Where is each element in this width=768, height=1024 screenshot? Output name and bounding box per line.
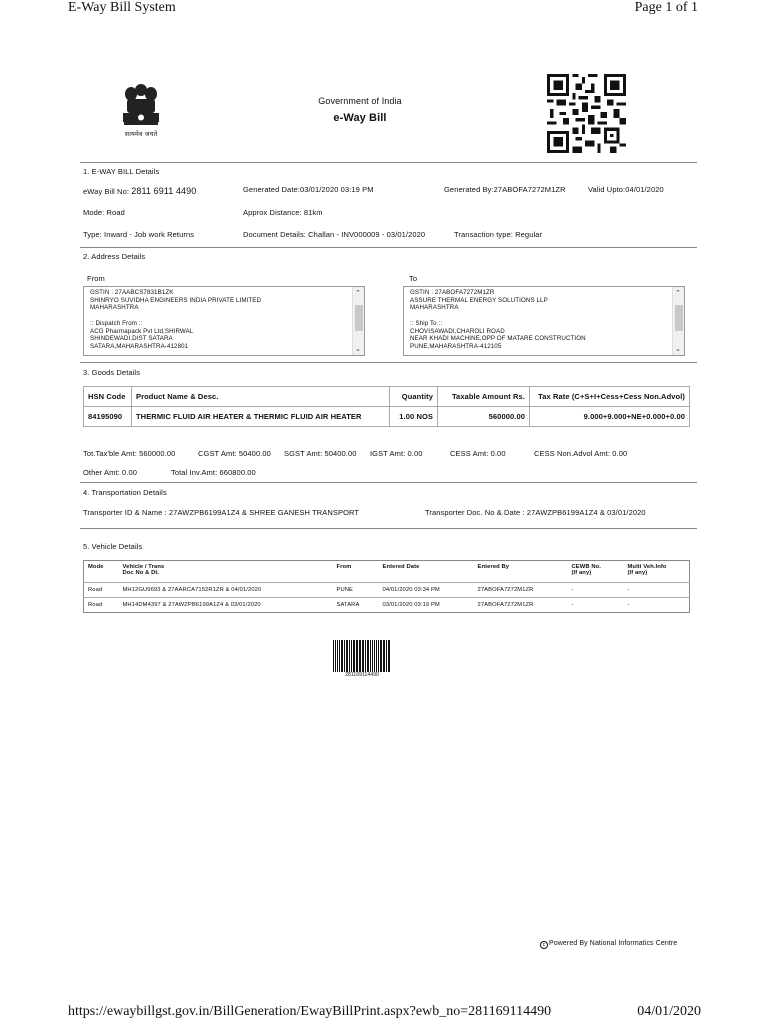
address-line: ACG Pharmapack Pvt Ltd,SHIRWAL bbox=[90, 327, 194, 335]
address-line: SATARA,MAHARASHTRA-412801 bbox=[90, 342, 189, 350]
barcode-bar bbox=[388, 640, 390, 672]
barcode-bar bbox=[370, 640, 371, 672]
barcode-bar bbox=[383, 640, 385, 672]
divider bbox=[80, 162, 697, 163]
emblem-caption: सत्यमेव जयते bbox=[124, 130, 158, 138]
generated-date: Generated Date:03/01/2020 03:19 PM bbox=[243, 185, 374, 194]
print-page-number: Page 1 of 1 bbox=[634, 0, 698, 15]
address-line: PUNE,MAHARASHTRA-412105 bbox=[410, 342, 502, 350]
eway-bill-number bbox=[83, 186, 196, 196]
address-line: GSTIN : 27AABCS7831B1ZK bbox=[90, 289, 174, 296]
scroll-down-icon[interactable]: ⌄ bbox=[355, 346, 361, 353]
sgst-amount: SGST Amt: 50400.00 bbox=[284, 449, 357, 458]
government-label: Government of India bbox=[318, 96, 402, 106]
print-footer bbox=[0, 1004, 768, 1024]
transaction-type: Transaction type: Regular bbox=[454, 230, 543, 239]
col-mode: Mode bbox=[84, 561, 119, 583]
barcode-bar bbox=[337, 640, 338, 672]
total-taxable-amount: Tot.Tax'ble Amt: 560000.00 bbox=[83, 449, 176, 458]
barcode-bar bbox=[380, 640, 382, 672]
barcode-bar bbox=[339, 640, 340, 672]
from-address-box[interactable] bbox=[83, 286, 365, 356]
table-row bbox=[84, 598, 690, 613]
vehicle-entered-by: 27ABOFA7272M1ZR bbox=[474, 598, 568, 613]
hsn-code: 84195090 bbox=[84, 407, 132, 427]
vehicle-cewb-no: - bbox=[568, 598, 624, 613]
vehicle-mode: Road bbox=[84, 598, 119, 613]
col-quantity: Quantity bbox=[390, 387, 438, 407]
barcode-bar bbox=[341, 640, 343, 672]
divider bbox=[80, 528, 697, 529]
barcode-bar bbox=[374, 640, 375, 672]
generated-by: Generated By:27ABOFA7272M1ZR bbox=[444, 185, 566, 194]
taxable-amount: 560000.00 bbox=[438, 407, 530, 427]
barcode-bar bbox=[349, 640, 350, 672]
from-address-scrollbar[interactable] bbox=[352, 287, 364, 355]
section-title-vehicle-details: 5. Vehicle Details bbox=[83, 542, 143, 551]
goods-table bbox=[83, 386, 690, 427]
vehicle-entered-date: 04/01/2020 03:34 PM bbox=[379, 583, 474, 598]
section-title-goods-details: 3. Goods Details bbox=[83, 368, 141, 377]
section-title-transportation-details: 4. Transportation Details bbox=[83, 488, 167, 497]
copyright-icon: c bbox=[540, 941, 548, 949]
barcode-bar bbox=[365, 640, 366, 672]
powered-by bbox=[540, 940, 677, 949]
other-amount: Other Amt: 0.00 bbox=[83, 468, 138, 477]
to-address-scrollbar[interactable] bbox=[672, 287, 684, 355]
goods-table-header bbox=[84, 387, 690, 407]
divider bbox=[80, 362, 697, 363]
col-multi-veh-info: Multi Veh.Info (If any) bbox=[624, 561, 690, 583]
vehicle-table bbox=[83, 560, 690, 613]
barcode bbox=[332, 640, 392, 672]
barcode-bar bbox=[333, 640, 334, 672]
scroll-down-icon[interactable]: ⌄ bbox=[675, 346, 681, 353]
valid-upto: Valid Upto:04/01/2020 bbox=[588, 185, 664, 194]
print-date: 04/01/2020 bbox=[637, 1004, 701, 1019]
barcode-number: 281169114490 bbox=[345, 672, 379, 678]
scroll-thumb[interactable] bbox=[355, 305, 363, 331]
vehicle-mode: Road bbox=[84, 583, 119, 598]
vehicle-from: PUNE bbox=[333, 583, 379, 598]
quantity: 1.00 NOS bbox=[390, 407, 438, 427]
address-line bbox=[90, 312, 350, 320]
barcode-bar bbox=[335, 640, 336, 672]
vehicle-table-header bbox=[84, 561, 690, 583]
scroll-thumb[interactable] bbox=[675, 305, 683, 331]
table-row bbox=[84, 583, 690, 598]
barcode-bar bbox=[376, 640, 377, 672]
col-cewb-no: CEWB No. (If any) bbox=[568, 561, 624, 583]
col-entered-by: Entered By bbox=[474, 561, 568, 583]
col-taxable-amount: Taxable Amount Rs. bbox=[438, 387, 530, 407]
barcode-bar bbox=[378, 640, 379, 672]
barcode-bar bbox=[362, 640, 364, 672]
to-address-lines bbox=[410, 289, 670, 351]
cess-non-advol-amount: CESS Non.Advol Amt: 0.00 bbox=[534, 449, 628, 458]
address-line: :: Dispatch From :: bbox=[90, 319, 143, 327]
barcode-bar bbox=[353, 640, 355, 672]
transporter-doc: Transporter Doc. No & Date : 27AWZPB6199A1Z4 & 03/01/2020 bbox=[425, 508, 646, 517]
product-name: THERMIC FLUID AIR HEATER & THERMIC FLUID AIR HEATER bbox=[132, 407, 390, 427]
eway-bill-no-value: 2811 6911 4490 bbox=[131, 186, 197, 196]
type: Type: Inward - Job work Returns bbox=[83, 230, 195, 239]
from-label: From bbox=[87, 274, 105, 283]
address-line: NEAR KHADI MACHINE,OPP OF MATARE CONSTRUCTION bbox=[410, 335, 586, 343]
address-line: SHINDEWADI,DIST SATARA bbox=[90, 335, 173, 343]
section-title-address-details: 2. Address Details bbox=[83, 252, 146, 261]
barcode-bar bbox=[344, 640, 345, 672]
to-address-box[interactable] bbox=[403, 286, 685, 356]
vehicle-trans-doc: MH14DM4397 & 27AWZPB6199A1Z4 & 03/01/2020 bbox=[119, 598, 333, 613]
vehicle-from: SATARA bbox=[333, 598, 379, 613]
vehicle-entered-by: 27ABOFA7272M1ZR bbox=[474, 583, 568, 598]
address-line: SHINRYO SUVIDHA ENGINEERS INDIA PRIVATE LIMITED bbox=[90, 296, 262, 304]
igst-amount: IGST Amt: 0.00 bbox=[370, 449, 423, 458]
barcode-bar bbox=[359, 640, 361, 672]
col-from: From bbox=[333, 561, 379, 583]
approx-distance: Approx Distance: 81km bbox=[243, 208, 323, 217]
total-invoice-amount: Total Inv.Amt: 660800.00 bbox=[171, 468, 256, 477]
barcode-bar bbox=[346, 640, 348, 672]
table-row bbox=[84, 407, 690, 427]
col-entered-date: Entered Date bbox=[379, 561, 474, 583]
col-vehicle-trans-doc: Vehicle / Trans Doc No & Dt. bbox=[119, 561, 333, 583]
address-line: :: Ship To :: bbox=[410, 319, 443, 327]
address-line: GSTIN : 27ABOFA7272M1ZR bbox=[410, 289, 495, 296]
vehicle-trans-doc: MH12GU9693 & 27AARCA7152R1ZR & 04/01/2020 bbox=[119, 583, 333, 598]
from-address-lines bbox=[90, 289, 350, 351]
mode: Mode: Road bbox=[83, 208, 125, 217]
document-details: Document Details: Challan - INV000009 - 03/01/2020 bbox=[243, 230, 426, 239]
barcode-bar bbox=[351, 640, 352, 672]
col-hsn-code: HSN Code bbox=[84, 387, 132, 407]
divider bbox=[80, 482, 697, 483]
address-line: ASSURE THERMAL ENERGY SOLUTIONS LLP bbox=[410, 296, 548, 304]
document-title: e-Way Bill bbox=[333, 112, 387, 124]
barcode-bar bbox=[367, 640, 369, 672]
national-emblem-logo bbox=[114, 82, 168, 140]
address-line: CHOVISAWADI,CHAROLI ROAD bbox=[410, 327, 505, 335]
vehicle-multi-veh-info: - bbox=[624, 598, 690, 613]
print-title: E-Way Bill System bbox=[68, 0, 176, 15]
section-title-eway-bill-details: 1. E-WAY BILL Details bbox=[83, 167, 160, 176]
barcode-bar bbox=[372, 640, 373, 672]
address-line: MAHARASHTRA bbox=[90, 304, 139, 312]
divider bbox=[80, 247, 697, 248]
powered-by-text: Powered By National Informatics Centre bbox=[549, 940, 678, 947]
eway-bill-no-label: eWay Bill No: bbox=[83, 187, 130, 196]
cgst-amount: CGST Amt: 50400.00 bbox=[198, 449, 271, 458]
print-header bbox=[0, 0, 768, 20]
vehicle-cewb-no: - bbox=[568, 583, 624, 598]
address-line: MAHARASHTRA bbox=[410, 304, 459, 312]
scroll-up-icon[interactable]: ⌃ bbox=[355, 290, 361, 297]
print-url: https://ewaybillgst.gov.in/BillGeneration/EwayBillPrint.aspx?ewb_no=281169114490 bbox=[68, 1004, 552, 1019]
address-line bbox=[410, 312, 670, 320]
scroll-up-icon[interactable]: ⌃ bbox=[675, 290, 681, 297]
col-tax-rate: Tax Rate (C+S+I+Cess+Cess Non.Advol) bbox=[530, 387, 690, 407]
tax-rate: 9.000+9.000+NE+0.000+0.00 bbox=[530, 407, 690, 427]
to-label: To bbox=[409, 274, 418, 283]
transporter-id-name: Transporter ID & Name : 27AWZPB6199A1Z4 & SHREE GANESH TRANSPORT bbox=[83, 508, 360, 517]
cess-amount: CESS Amt: 0.00 bbox=[450, 449, 506, 458]
qr-code bbox=[547, 74, 626, 153]
vehicle-multi-veh-info: - bbox=[624, 583, 690, 598]
vehicle-entered-date: 03/01/2020 03:19 PM bbox=[379, 598, 474, 613]
barcode-bar bbox=[356, 640, 358, 672]
col-product-name: Product Name & Desc. bbox=[132, 387, 390, 407]
barcode-bar bbox=[386, 640, 387, 672]
